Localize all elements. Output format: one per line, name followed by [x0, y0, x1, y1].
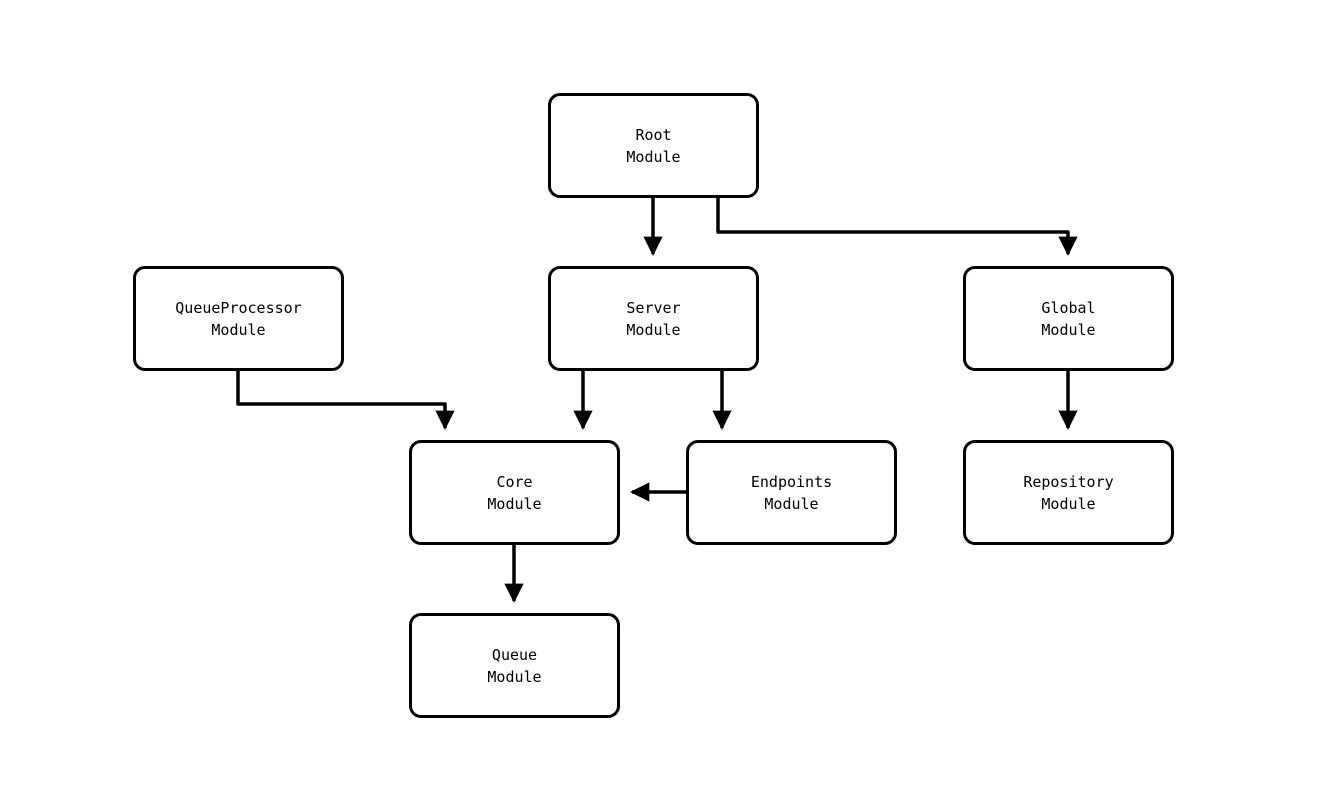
edge-queueprocessor-core: [238, 371, 445, 428]
node-global-module-line2: Module: [1041, 320, 1096, 339]
node-global-module-line1: Global: [1041, 298, 1096, 317]
node-endpoints-module-line1: Endpoints: [750, 472, 833, 491]
node-server-module-line2: Module: [626, 320, 681, 339]
node-queueprocessor-module[interactable]: [133, 266, 344, 371]
node-core-module-line2: Module: [487, 494, 542, 513]
node-queue-module[interactable]: [409, 613, 620, 718]
node-repository-module[interactable]: [963, 440, 1174, 545]
node-root-module-line2: Module: [626, 147, 681, 166]
node-global-module[interactable]: [963, 266, 1174, 371]
node-queueprocessor-module-line2: Module: [211, 320, 266, 339]
node-queueprocessor-module-line1: QueueProcessor: [175, 298, 302, 317]
node-core-module-line1: Core: [496, 472, 533, 491]
node-root-module[interactable]: [548, 93, 759, 198]
node-endpoints-module[interactable]: [686, 440, 897, 545]
node-core-module[interactable]: [409, 440, 620, 545]
node-endpoints-module-line2: Module: [764, 494, 819, 513]
node-server-module[interactable]: [548, 266, 759, 371]
edge-root-global: [718, 198, 1068, 254]
node-server-module-line1: Server: [626, 298, 681, 317]
node-queue-module-line1: Queue: [491, 645, 538, 664]
node-root-module-line1: Root: [635, 125, 672, 144]
node-repository-module-line1: Repository: [1023, 472, 1114, 491]
node-repository-module-line2: Module: [1041, 494, 1096, 513]
node-queue-module-line2: Module: [487, 667, 542, 686]
